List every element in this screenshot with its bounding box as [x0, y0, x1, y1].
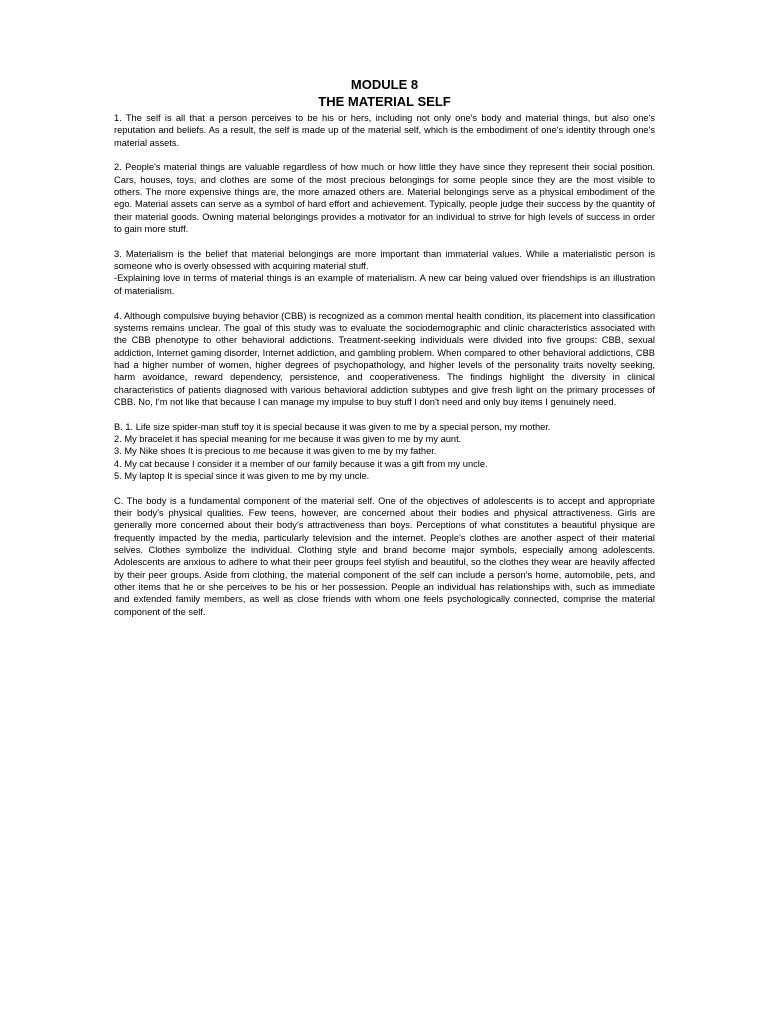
- document-title: THE MATERIAL SELF: [318, 94, 451, 109]
- paragraph-4: 4. Although compulsive buying behavior (CBB) is recognized as a common mental health condition, its placement into classification systems remains unclear. The goal of this study was to evaluate the sociodemographic and clinic characteristics associated with the CBB phenotype to other behavioral addictions. Treatment-seeking individuals were divided into five groups: CBB, sexual addiction, Internet gaming disorder, Internet addiction, and gambling problem. When compared to other behavioral addictions, CBB had a higher number of women, higher degrees of psychopathology, and higher levels of the personality traits novelty seeking, harm avoidance, reward dependency, persistence, and cooperativeness. The findings highlight the diversity in clinical characteristics of patients diagnosed with various behavioral addiction subtypes and give fresh light on the primary processes of CBB. No, I'm not like that because I can manage my impulse to buy stuff I don't need and only buy items I genuinely need.: [114, 310, 655, 407]
- module-title: MODULE 8: [350, 77, 419, 92]
- paragraph-3-definition: 3. Materialism is the belief that material belongings are more important than immaterial values. While a materialistic person is someone who is overly obsessed with acquiring material stuff.: [114, 248, 655, 272]
- paragraph-c: C. The body is a fundamental component of the material self. One of the objectives of adolescents is to accept and appropriate their body's physical qualities. Few teens, however, are concerned about their bodies and physical attractiveness. Girls are generally more concerned about their body's attractiveness than boys. Perceptions of what constitutes a beautiful physique are frequently impacted by the media, particularly television and the internet. People's clothes are another aspect of their material selves. Clothes symbolize the individual. Clothing style and brand become major symbols, especially among adolescents. Adolescents are anxious to adhere to what their peer groups feel stylish and beautiful, so the clothes they wear are heavily affected by their peer groups. Aside from clothing, the material component of the self can include a person's home, automobile, pets, and other items that he or she perceives to be his or her possession. People an individual has relationships with, such as immediate and extended family members, as well as close friends with whom one feels psychologically connected, comprise the material component of the self.: [114, 495, 655, 617]
- document-body: [114, 112, 655, 618]
- list-b: [114, 421, 655, 483]
- list-item: 5. My laptop It is special since it was given to me by my uncle.: [114, 470, 370, 481]
- paragraph-3-example: -Explaining love in terms of material things is an example of materialism. A new car being valued over friendships is an illustration of materialism.: [114, 273, 655, 296]
- document-page: [114, 76, 655, 630]
- list-item: 2. My bracelet it has special meaning for me because it was given to me by my aunt.: [114, 433, 462, 444]
- list-item: B. 1. Life size spider-man stuff toy it is special because it was given to me by a special person, my mother.: [114, 421, 551, 432]
- paragraph-2: 2. People's material things are valuable regardless of how much or how little they have since they represent their social position. Cars, houses, toys, and clothes are some of the most precious belongings for some people since they are the most visible to others. The more expensive things are, the more amazed others are. Material belongings serve as a physical embodiment of the ego. Material assets can serve as a symbol of hard effort and achievement. Typically, people judge their success by the quantity of their material goods. Owning material belongings provides a motivator for an individual to strive for high levels of success in order to gain more stuff.: [114, 162, 655, 235]
- list-item: 4. My cat because I consider it a member of our family because it was a gift from my uncle.: [114, 458, 488, 469]
- list-item: 3. My Nike shoes It is precious to me because it was given to me by my father.: [114, 446, 437, 457]
- paragraph-3: [114, 248, 655, 297]
- paragraph-1: 1. The self is all that a person perceives to be his or hers, including not only one's body and material things, but also one's reputation and beliefs. As a result, the self is made up of the material self, which is the embodiment of one's identity through one's material assets.: [114, 113, 655, 148]
